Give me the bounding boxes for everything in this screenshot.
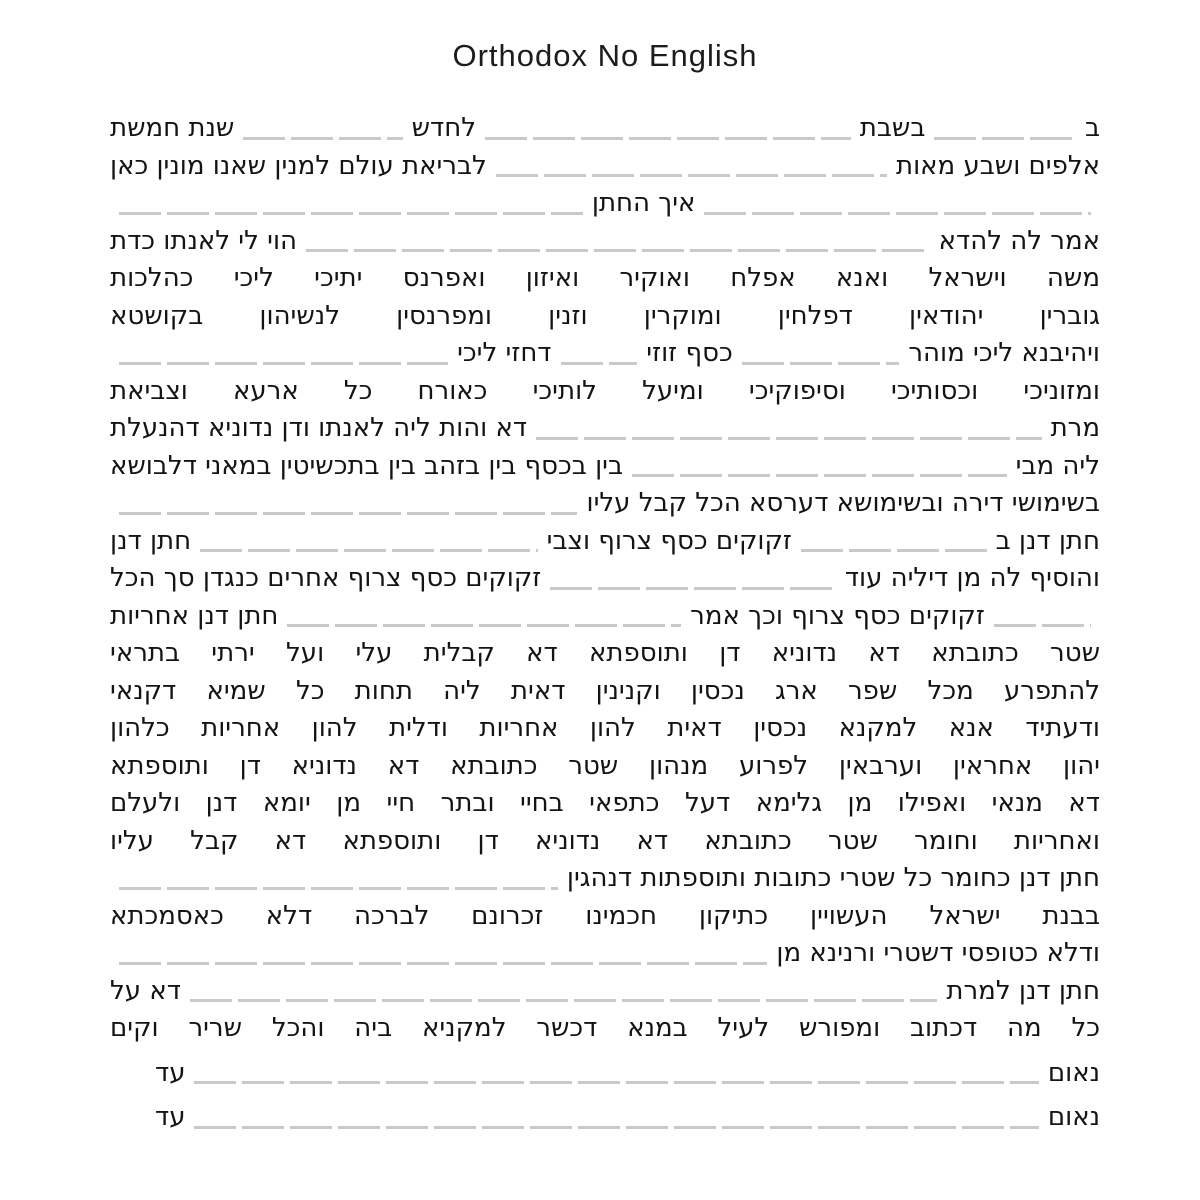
text-segment: ודלא כטופסי דשטרי ורנינא מן — [776, 938, 1100, 968]
text-segment: עד — [155, 1057, 186, 1088]
ketubah-text — [110, 110, 1100, 1137]
spacer — [110, 1136, 155, 1137]
text-segment: זקוקים כסף צרוף וצבי — [546, 525, 792, 556]
fill-in-blank — [200, 549, 538, 552]
text-segment: עד — [155, 1102, 186, 1132]
text-segment: זקוקים כסף צרוף אחרים כנגדן סך הכל — [110, 563, 542, 593]
text-line — [110, 560, 1100, 598]
text-segment: בשימושי דירה ובשימושא דערסא הכל קבל עליו — [586, 488, 1100, 518]
page-title: Orthodox No English — [452, 38, 758, 73]
fill-in-blank — [119, 212, 583, 215]
text-segment: חתן דנן למרת — [946, 975, 1100, 1006]
text-line — [110, 523, 1100, 561]
text-line — [110, 410, 1100, 448]
fill-in-blank — [190, 999, 938, 1002]
text-segment: דחזי ליכי — [457, 338, 552, 368]
fill-in-blank — [632, 474, 1007, 477]
text-line — [110, 110, 1100, 148]
text-line: דא מנאי ואפילו מן גלימא דעל כתפאי בחיי ובתר חיי מן יומא דנן ולעלם — [110, 788, 1100, 818]
fill-in-blank — [243, 137, 402, 140]
fill-in-blank — [119, 962, 767, 965]
fill-in-blank — [550, 587, 836, 590]
text-segment: איך החתן — [591, 188, 696, 218]
text-line — [110, 1099, 1100, 1137]
text-segment: נאום — [1047, 1057, 1100, 1088]
fill-in-blank — [119, 362, 448, 365]
text-segment: שנת חמשת — [109, 113, 235, 143]
fill-in-blank — [934, 137, 1076, 140]
fill-in-blank — [119, 512, 577, 515]
text-line: כל מה דכתוב ומפורש לעיל במנא דכשר למקניא ביה והכל שריר וקים — [110, 1013, 1100, 1043]
text-segment: לחדש — [411, 113, 477, 143]
text-segment: בשבת — [859, 113, 926, 143]
fill-in-blank — [485, 137, 851, 140]
fill-in-blank — [704, 212, 1091, 215]
text-segment: הוי לי לאנתו כדת — [110, 225, 298, 256]
text-line: שטר כתובתא דא נדוניא דן ותוספתא דא קבלית עלי ועל ירתי בתראי — [110, 638, 1100, 668]
text-segment: לבריאת עולם למנין שאנו מונין כאן — [110, 150, 487, 181]
text-segment: בין בכסף בין בזהב בין בתכשיטין במאני דלבושא — [110, 450, 624, 481]
text-line: ומזוניכי וכסותיכי וסיפוקיכי ומיעל לותיכי כאורח כל ארעא וצביאת — [110, 375, 1100, 406]
text-line — [110, 598, 1100, 636]
text-segment: כסף זוזי — [646, 338, 733, 368]
text-line — [110, 185, 1100, 223]
text-segment: אלפים ושבע מאות — [895, 150, 1100, 181]
spacer — [110, 1091, 155, 1092]
text-segment: חתן דנן אחריות — [110, 600, 279, 631]
text-segment: דא על — [110, 975, 181, 1006]
text-line — [110, 335, 1100, 373]
text-segment: מרת — [1050, 413, 1100, 443]
fill-in-blank — [194, 1081, 1038, 1084]
fill-in-blank — [994, 624, 1091, 627]
text-line — [110, 448, 1100, 486]
text-segment: זקוקים כסף צרוף וכך אמר — [690, 600, 985, 631]
text-line — [110, 223, 1100, 261]
text-segment: והוסיף לה מן דיליה עוד — [844, 563, 1100, 593]
text-line — [110, 860, 1100, 898]
text-segment: ליה מבי — [1015, 450, 1100, 481]
text-line: משה וישראל ואנא אפלח ואוקיר ואיזון ואפרנס יתיכי ליכי כהלכות — [110, 263, 1100, 293]
text-line — [110, 485, 1100, 523]
fill-in-blank — [119, 887, 558, 890]
text-segment: חתן דנן ב — [995, 525, 1100, 556]
text-line — [110, 1055, 1100, 1093]
text-line: להתפרע מכל שפר ארג נכסין וקנינין דאית ליה תחות כל שמיא דקנאי — [110, 675, 1100, 706]
text-segment: ויהיבנא ליכי מוהר — [908, 338, 1100, 368]
fill-in-blank — [561, 362, 638, 365]
text-line: בבנת ישראל העשויין כתיקון חכמינו זכרונם לברכה דלא כאסמכתא — [110, 900, 1100, 931]
text-line: ואחריות וחומר שטר כתובתא דא נדוניא דן ותוספתא דא קבל עליו — [110, 825, 1100, 856]
text-line: יהון אחראין וערבאין לפרוע מנהון שטר כתובתא דא נדוניא דן ותוספתא — [110, 750, 1100, 781]
text-segment: אמר לה להדא — [938, 225, 1100, 256]
text-line: גוברין יהודאין דפלחין ומוקרין וזנין ומפרנסין לנשיהון בקושטא — [110, 300, 1100, 331]
fill-in-blank — [536, 437, 1041, 440]
text-segment: ב — [1084, 113, 1100, 143]
fill-in-blank — [801, 549, 987, 552]
text-line — [110, 935, 1100, 973]
text-line — [110, 148, 1100, 186]
fill-in-blank — [287, 624, 681, 627]
text-segment: נאום — [1047, 1102, 1100, 1132]
text-segment: חתן דנן — [110, 525, 192, 556]
text-segment: חתן דנן כחומר כל שטרי כתובות ותוספתות דנהגין — [566, 863, 1100, 893]
text-segment: דא והות ליה לאנתו ודן נדוניא דהנעלת — [110, 413, 528, 443]
fill-in-blank — [496, 174, 887, 177]
fill-in-blank — [306, 249, 930, 252]
fill-in-blank — [742, 362, 900, 365]
text-line — [110, 973, 1100, 1011]
fill-in-blank — [194, 1126, 1038, 1129]
text-line: ודעתיד אנא למקנא נכסין דאית להון אחריות ודלית להון אחריות כלהון — [110, 713, 1100, 743]
